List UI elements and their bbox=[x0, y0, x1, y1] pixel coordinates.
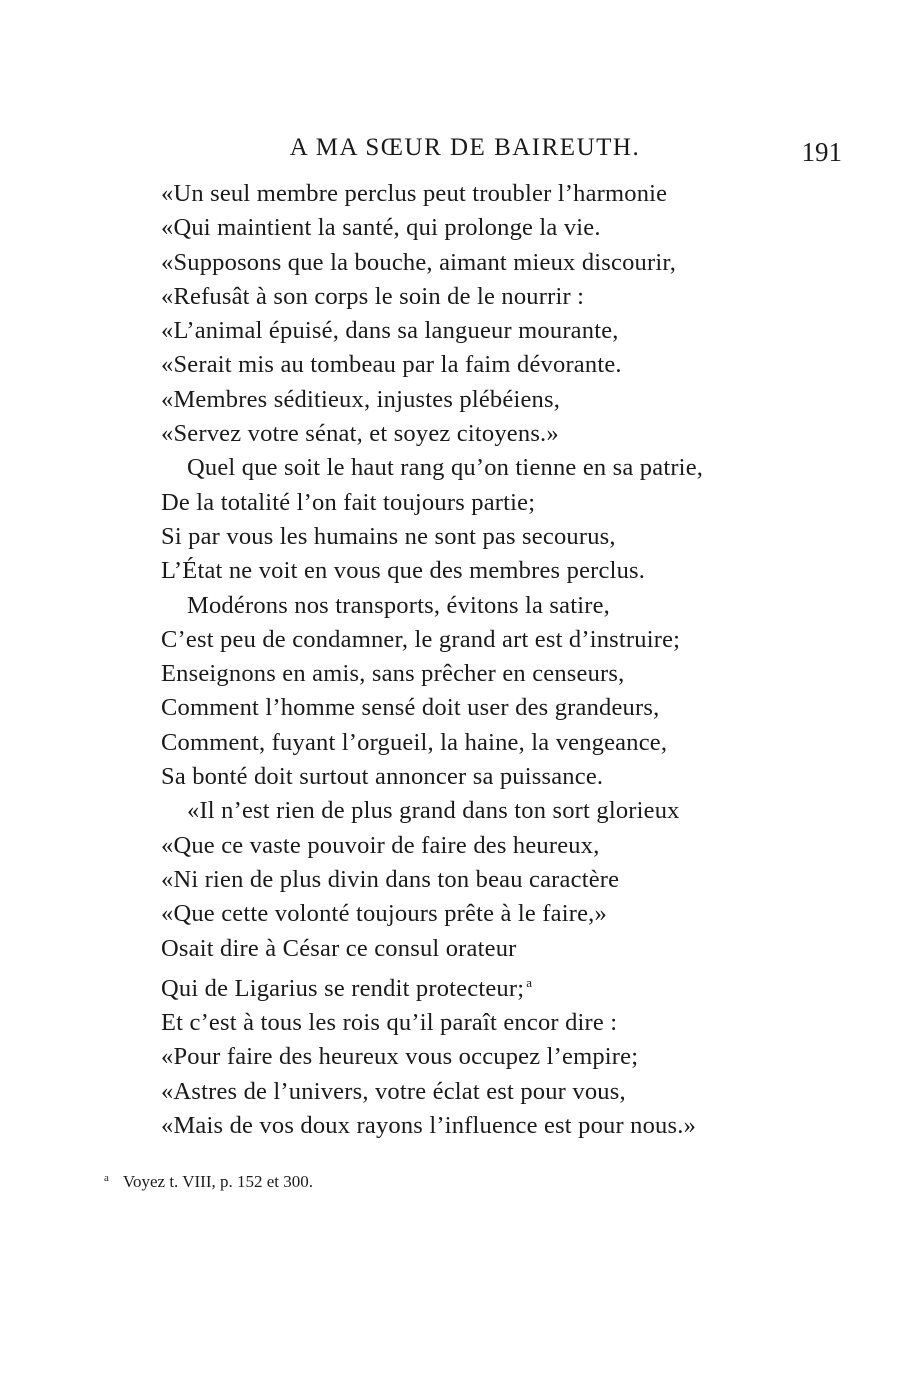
running-title: A MA SŒUR DE BAIREUTH. bbox=[289, 134, 641, 161]
verse-line bbox=[161, 348, 841, 382]
footnote-text: Voyez t. VIII, p. 152 et 300. bbox=[122, 1172, 314, 1191]
verse-line bbox=[161, 520, 841, 554]
verse-line bbox=[161, 589, 841, 623]
verse-line bbox=[161, 1040, 841, 1074]
verse-line bbox=[161, 623, 841, 657]
verse-text: Comment l’homme sensé doit user des grandeurs, bbox=[161, 694, 660, 722]
verse-line bbox=[161, 1109, 841, 1143]
verse-line bbox=[161, 486, 841, 520]
verse-line bbox=[161, 829, 841, 863]
verse-text: «Servez votre sénat, et soyez citoyens.» bbox=[161, 420, 559, 448]
verse-text: Sa bonté doit surtout annoncer sa puissance. bbox=[161, 763, 604, 791]
verse-line bbox=[161, 1006, 841, 1040]
verse-text: «Mais de vos doux rayons l’influence est pour nous.» bbox=[161, 1112, 697, 1140]
verse-text: De la totalité l’on fait toujours partie; bbox=[161, 488, 536, 516]
footnote-mark: a bbox=[104, 1172, 109, 1184]
verse-line bbox=[161, 726, 841, 760]
page-number: 191 bbox=[801, 137, 842, 167]
verse-text: Enseignons en amis, sans prêcher en censeurs, bbox=[161, 660, 625, 688]
verse-line bbox=[161, 177, 841, 211]
verse-line bbox=[161, 417, 841, 451]
verse-text: «L’animal épuisé, dans sa langueur mourante, bbox=[161, 317, 619, 345]
verse-text: Comment, fuyant l’orgueil, la haine, la vengeance, bbox=[161, 728, 668, 756]
verse-text: «Que cette volonté toujours prête à le faire,» bbox=[161, 900, 607, 928]
verse-line bbox=[161, 691, 841, 725]
verse-text: Modérons nos transports, évitons la satire, bbox=[187, 591, 610, 619]
verse-text: «Ni rien de plus divin dans ton beau caractère bbox=[161, 865, 620, 893]
verse-text: «Un seul membre perclus peut troubler l’harmonie bbox=[161, 180, 668, 207]
verse-text: Qui de Ligarius se rendit protecteur; bbox=[161, 974, 525, 1002]
verse-line bbox=[161, 1075, 841, 1109]
verse-line bbox=[161, 383, 841, 417]
verse-line bbox=[161, 794, 841, 828]
verse-text: «Membres séditieux, injustes plébéiens, bbox=[161, 385, 561, 413]
verse-text: C’est peu de condamner, le grand art est d’instruire; bbox=[161, 625, 681, 653]
verse-line bbox=[161, 966, 841, 1006]
verse-line bbox=[161, 314, 841, 348]
verse-line bbox=[161, 932, 841, 966]
verse-line bbox=[161, 280, 841, 314]
verse-text: «Refusât à son corps le soin de le nourrir : bbox=[161, 282, 585, 310]
verse-line bbox=[161, 760, 841, 794]
verse-text: «Serait mis au tombeau par la faim dévorante. bbox=[161, 351, 622, 379]
page-header bbox=[0, 130, 900, 166]
verse-text: Osait dire à César ce consul orateur bbox=[161, 934, 517, 962]
verse-line bbox=[161, 554, 841, 588]
verse-text: Si par vous les humains ne sont pas secourus, bbox=[161, 522, 616, 550]
verse-line bbox=[161, 451, 841, 485]
poem-body bbox=[161, 177, 841, 1143]
verse-line bbox=[161, 246, 841, 280]
verse-text: «Qui maintient la santé, qui prolonge la vie. bbox=[161, 214, 601, 242]
verse-line bbox=[161, 897, 841, 931]
footnote-reference[interactable]: a bbox=[526, 974, 533, 990]
verse-text: «Pour faire des heureux vous occupez l’empire; bbox=[161, 1043, 639, 1071]
verse-line bbox=[161, 211, 841, 245]
verse-text: «Il n’est rien de plus grand dans ton sort glorieux bbox=[187, 797, 680, 825]
verse-line bbox=[161, 863, 841, 897]
verse-text: «Astres de l’univers, votre éclat est pour vous, bbox=[161, 1077, 626, 1105]
footnote bbox=[104, 1166, 313, 1194]
verse-text: L’État ne voit en vous que des membres perclus. bbox=[161, 557, 646, 585]
verse-text: «Que ce vaste pouvoir de faire des heureux, bbox=[161, 831, 600, 859]
verse-text: «Supposons que la bouche, aimant mieux discourir, bbox=[161, 248, 677, 276]
verse-line bbox=[161, 657, 841, 691]
verse-text: Quel que soit le haut rang qu’on tienne en sa patrie, bbox=[187, 454, 704, 482]
verse-text: Et c’est à tous les rois qu’il paraît encor dire : bbox=[161, 1009, 618, 1037]
